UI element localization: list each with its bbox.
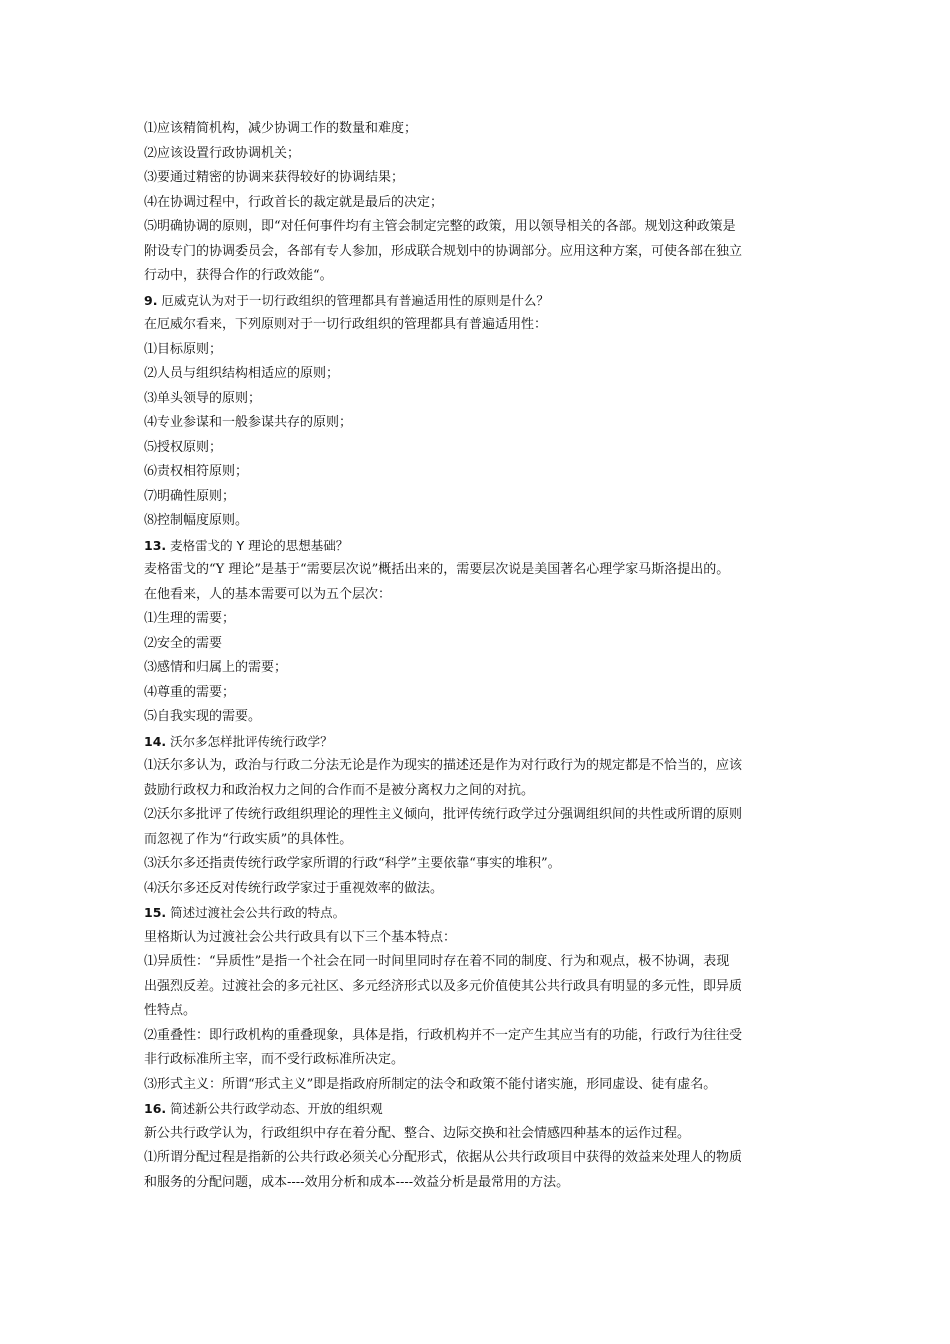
line-text: 沃尔多怎样批评传统行政学？ [166,733,333,749]
text-line [144,779,812,804]
line-text: ⑷在协调过程中，行政首长的裁定就是最后的决定； [144,194,444,210]
line-text: ⑹责权相符原则； [144,464,249,479]
document-page [144,117,812,1195]
line-text: ⑵应该设置行政协调机关； [144,145,301,161]
text-line [144,338,812,363]
line-text: ⑷沃尔多还反对传统行政学家过于重视效率的做法。 [144,880,444,896]
text-line [144,583,812,608]
text-line [144,705,812,730]
line-text: ⑶沃尔多还指责传统行政学家所谓的行政“科学”主要依靠“事实的堆积”。 [144,856,561,871]
question-heading [144,730,812,755]
text-line [144,142,812,167]
text-line [144,926,812,951]
text-line [144,558,812,583]
text-line [144,264,812,289]
line-text: 和服务的分配问题，成本----效用分析和成本----效益分析是最常用的方法。 [144,1174,570,1190]
text-line [144,362,812,387]
question-number: 14. [144,733,167,749]
text-line [144,681,812,706]
line-text: ⑵沃尔多批评了传统行政组织理论的理性主义倾向，批评传统行政学过分强调组织间的共性或所谓的原则 [144,807,743,822]
line-text: ⑴生理的需要； [144,611,236,626]
line-text: 在厄威尔看来，下列原则对于一切行政组织的管理都具有普遍适用性： [144,317,548,332]
line-text: ⑶感情和归属上的需要； [144,660,288,675]
line-text: ⑸明确协调的原则，即“对任何事件均有主管会制定完整的政策，用以领导相关的各部。规划这种政策是 [144,219,736,234]
text-line [144,166,812,191]
line-text: ⑷尊重的需要； [144,684,236,700]
question-number: 13. [144,537,167,553]
line-text: 里格斯认为过渡社会公共行政具有以下三个基本特点： [144,929,457,945]
text-line [144,803,812,828]
text-line [144,632,812,657]
line-text: 出强烈反差。过渡社会的多元社区、多元经济形式以及多元价值使其公共行政具有明显的多元性，即异质 [144,978,743,994]
line-text: ⑵人员与组织结构相适应的原则； [144,366,340,381]
line-text: ⑶单头领导的原则； [144,390,262,406]
text-line [144,1171,812,1196]
question-heading [144,1097,812,1122]
text-line [144,656,812,681]
text-line [144,1024,812,1049]
text-line [144,1073,812,1098]
text-line [144,852,812,877]
text-line [144,999,812,1024]
line-text: 简述过渡社会公共行政的特点。 [166,905,346,920]
line-text: ⑵安全的需要 [144,635,223,651]
text-line [144,411,812,436]
text-line [144,387,812,412]
line-text: ⑸授权原则； [144,439,223,455]
question-heading [144,289,812,314]
line-text: 而忽视了作为“行政实质”的具体性。 [144,831,353,847]
line-text: 麦格雷戈的 Y 理论的思想基础？ [166,537,349,553]
text-line [144,191,812,216]
line-text: ⑴异质性：“异质性”是指一个社会在同一时间里同时存在着不同的制度、行为和观点，极不协调，表现 [144,954,730,969]
question-number: 15. [144,905,167,920]
text-line [144,240,812,265]
question-heading [144,534,812,559]
question-number: 16. [144,1101,167,1116]
question-heading [144,901,812,926]
line-text: ⑺明确性原则； [144,488,236,504]
line-text: ⑴目标原则； [144,341,223,357]
text-line [144,509,812,534]
line-text: ⑴所谓分配过程是指新的公共行政必须关心分配形式，依据从公共行政项目中获得的效益来处理人的物质 [144,1150,743,1165]
line-text: 行动中，获得合作的行政效能“。 [144,268,333,283]
text-line [144,950,812,975]
line-text: 厄威克认为对于一切行政组织的管理都具有普遍适用性的原则是什么？ [157,292,549,308]
text-line [144,485,812,510]
text-line [144,1122,812,1147]
text-line [144,313,812,338]
line-text: ⑶形式主义：所谓“形式主义”即是指政府所制定的法令和政策不能付诸实施，形同虚设、徒有虚名。 [144,1076,717,1092]
line-text: ⑻控制幅度原则。 [144,513,249,528]
text-line [144,975,812,1000]
line-text: ⑷专业参谋和一般参谋共存的原则； [144,415,353,430]
line-text: ⑸自我实现的需要。 [144,709,262,724]
text-line [144,215,812,240]
text-line [144,828,812,853]
line-text: 简述新公共行政学动态、开放的组织观 [166,1101,383,1116]
text-line [144,607,812,632]
text-line [144,877,812,902]
line-text: 鼓励行政权力和政治权力之间的合作而不是被分离权力之间的对抗。 [144,782,535,798]
line-text: 新公共行政学认为，行政组织中存在着分配、整合、边际交换和社会情感四种基本的运作过程。 [144,1125,691,1141]
line-text: 非行政标准所主宰，而不受行政标准所决定。 [144,1052,405,1067]
text-line [144,460,812,485]
text-line [144,117,812,142]
line-text: ⑶要通过精密的协调来获得较好的协调结果； [144,170,405,185]
line-text: ⑴沃尔多认为，政治与行政二分法无论是作为现实的描述还是作为对行政行为的规定都是不恰当的，应该 [144,758,743,773]
text-line [144,1048,812,1073]
text-line [144,754,812,779]
line-text: ⑵重叠性：即行政机构的重叠现象，具体是指，行政机构并不一定产生其应当有的功能，行政行为往往受 [144,1027,743,1043]
question-number: 9. [144,292,158,308]
line-text: 麦格雷戈的“Y 理论”是基于“需要层次说”概括出来的，需要层次说是美国著名心理学家马斯洛提出的。 [144,562,730,577]
line-text: 在他看来，人的基本需要可以为五个层次： [144,586,392,602]
line-text: ⑴应该精简机构，减少协调工作的数量和难度； [144,121,418,136]
text-line [144,436,812,461]
line-text: 附设专门的协调委员会，各部有专人参加，形成联合规划中的协调部分。应用这种方案，可使各部在独立 [144,243,743,259]
text-line [144,1146,812,1171]
line-text: 性特点。 [144,1003,197,1018]
